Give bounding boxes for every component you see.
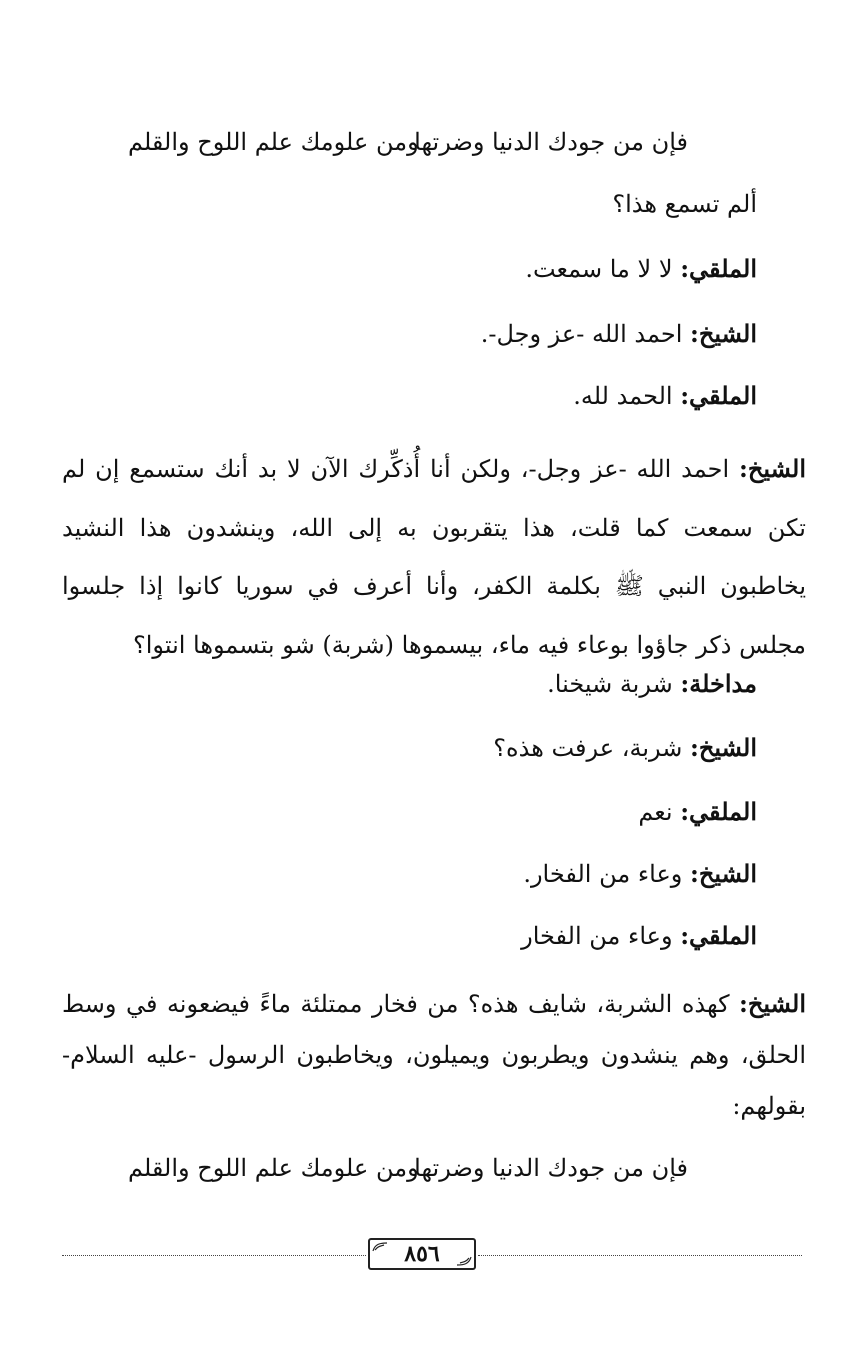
dialogue-line: [573, 378, 757, 414]
speaker-label: الشيخ:: [739, 989, 806, 1018]
line-text: شربة شيخنا.: [547, 670, 673, 698]
paragraph-2: [62, 978, 806, 1132]
ornament-icon: [372, 1242, 388, 1252]
line-text: نعم: [638, 798, 673, 826]
speaker-label: الملقي:: [680, 381, 757, 410]
speaker-label: الملقي:: [680, 797, 757, 826]
verse-bottom-hemistich-left: ومن علومك علم اللوح والقلم: [128, 1154, 419, 1182]
verse-top: [128, 124, 688, 160]
ornament-icon: [456, 1256, 472, 1266]
dialogue-line: [493, 730, 757, 766]
dialogue-line: [521, 918, 757, 954]
speaker-label: الشيخ:: [739, 454, 806, 483]
dialogue-line: [525, 251, 757, 287]
footer-rule-right: [478, 1255, 802, 1256]
dialogue-line: [638, 794, 757, 830]
footer-rule-left: [62, 1255, 366, 1256]
verse-bottom: [128, 1150, 688, 1186]
verse-top-hemistich-left: ومن علومك علم اللوح والقلم: [128, 128, 419, 156]
speaker-label: مداخلة:: [680, 669, 757, 698]
line-text: ألم تسمع هذا؟: [612, 190, 757, 218]
line-text: لا لا ما سمعت.: [525, 255, 673, 283]
line-text: شربة، عرفت هذه؟: [493, 734, 683, 762]
page-number: ٨٥٦: [404, 1241, 440, 1267]
dialogue-line: [612, 186, 757, 222]
page-number-frame: [368, 1238, 476, 1270]
line-text: وعاء من الفخار.: [523, 860, 683, 888]
dialogue-line: [523, 856, 757, 892]
speaker-label: الشيخ:: [690, 859, 757, 888]
line-text: احمد الله -عز وجل-.: [480, 320, 683, 348]
speaker-label: الشيخ:: [690, 319, 757, 348]
line-text: الحمد لله.: [573, 382, 673, 410]
dialogue-line: [547, 666, 757, 702]
dialogue-line: [481, 316, 757, 352]
paragraph-text: كهذه الشربة، شايف هذه؟ من فخار ممتلئة ماءً فيضعونه في وسط الحلق، وهم ينشدون ويطربون ويميلون، ويخاطبون الرسول -عليه السلام- بقولهم:: [62, 990, 806, 1120]
speaker-label: الملقي:: [680, 921, 757, 950]
speaker-label: الشيخ:: [690, 733, 757, 762]
line-text: وعاء من الفخار: [521, 922, 673, 950]
verse-bottom-hemistich-right: فإن من جودك الدنيا وضرتها: [414, 1154, 688, 1182]
verse-top-hemistich-right: فإن من جودك الدنيا وضرتها: [414, 128, 688, 156]
paragraph-1: [62, 440, 806, 674]
speaker-label: الملقي:: [680, 254, 757, 283]
paragraph-text: احمد الله -عز وجل-، ولكن أنا أُذكِّرك الآن لا بد أنك ستسمع إن لم تكن سمعت كما قلت، هذا يتقربون به إلى الله، وينشدون هذا النشيد يخاطبون النبي ﷺ بكلمة الكفر، وأنا أعرف في سوريا كانوا إذا جلسوا مجلس ذكر جاؤوا بوعاء فيه ماء، بيسموها (شربة) شو بتسموها انتوا؟: [62, 455, 806, 659]
